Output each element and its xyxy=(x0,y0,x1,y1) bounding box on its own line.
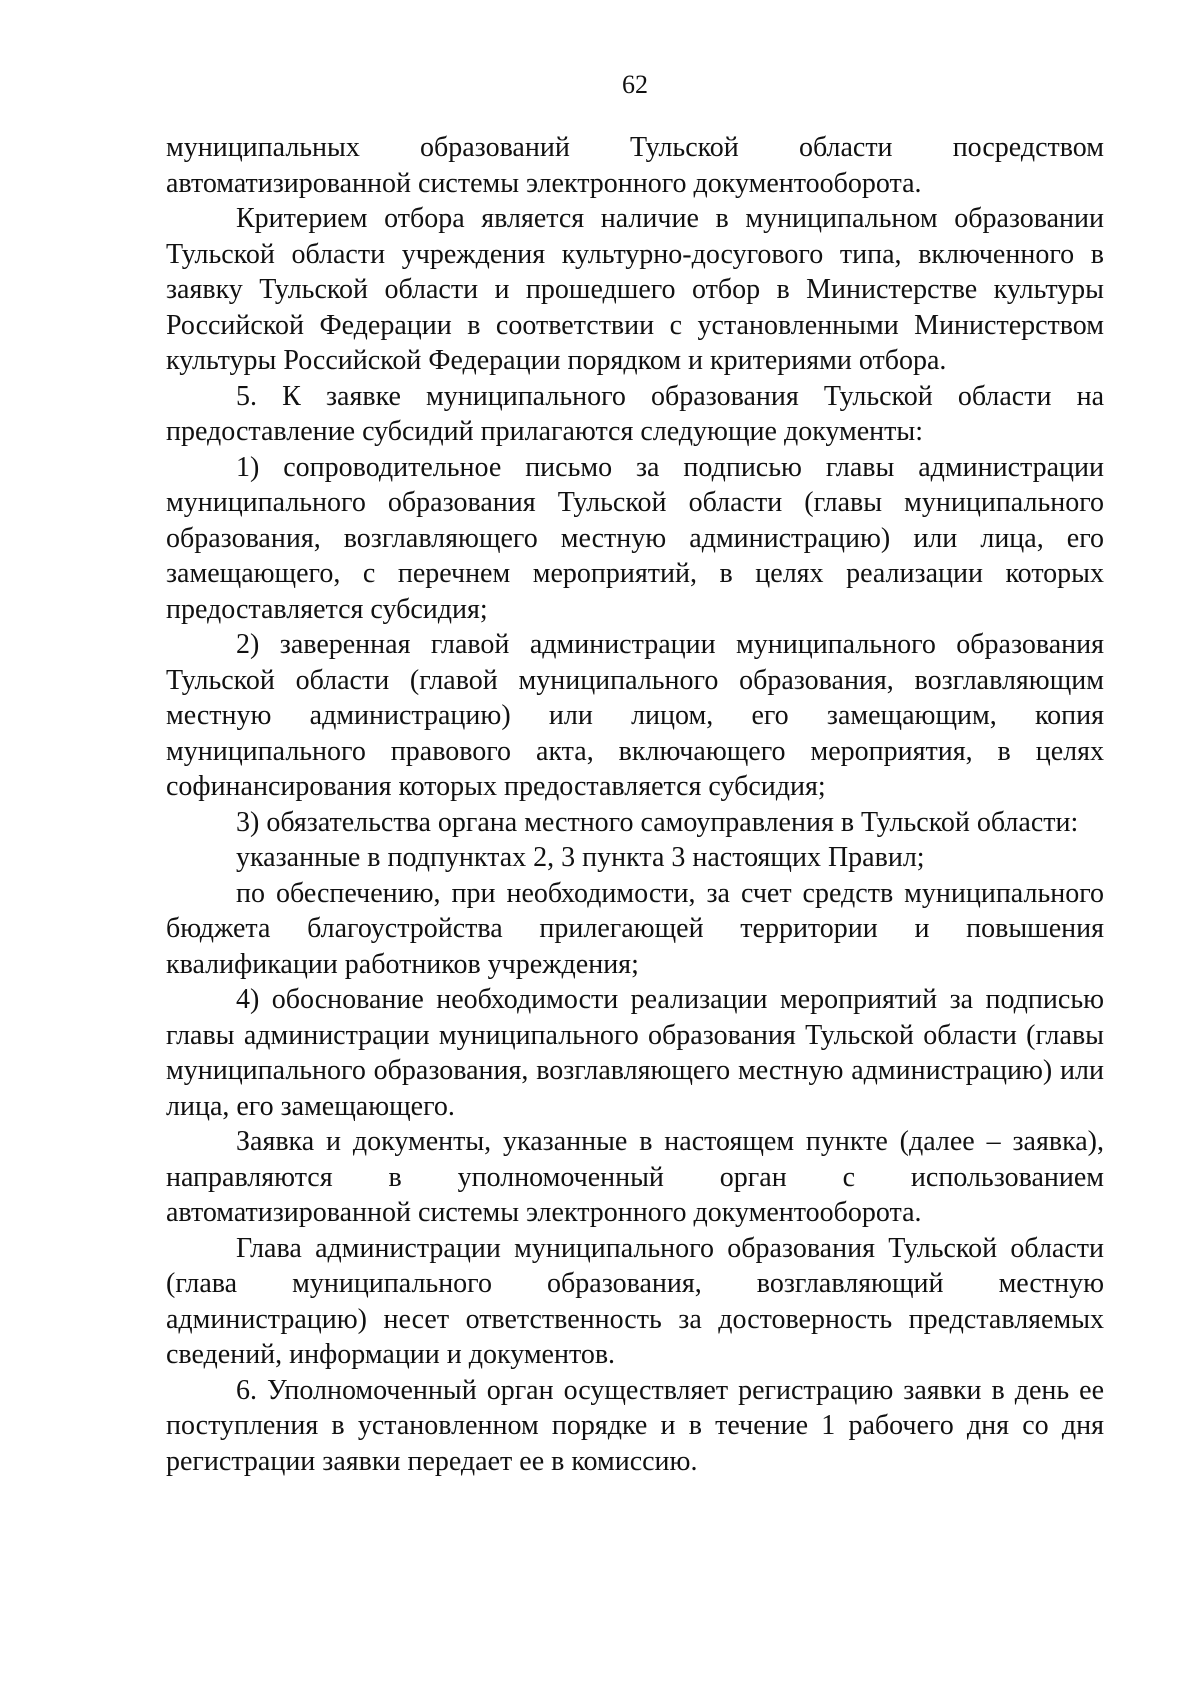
paragraph-continuation: муниципальных образований Тульской области посредством автоматизированной системы электронного документооборота. xyxy=(166,132,1104,199)
paragraph-subitem-3: 3) обязательства органа местного самоуправления в Тульской области: xyxy=(236,806,1079,838)
page-number: 62 xyxy=(622,70,648,99)
paragraph-subitem-4: 4) обоснование необходимости реализации мероприятий за подписью главы администрации муниципального образования Тульской области (главы муниципального образования, возглавляющего местную администрацию) или лица, его замещающего. xyxy=(166,984,1104,1122)
paragraph-item-5: 5. К заявке муниципального образования Тульской области на предоставление субсидий прилагаются следующие документы: xyxy=(166,380,1104,447)
document-body xyxy=(166,130,1104,1479)
paragraph-subitem-3-a: указанные в подпунктах 2, 3 пункта 3 настоящих Правил; xyxy=(236,842,925,873)
paragraph-selection-criterion: Критерием отбора является наличие в муниципальном образовании Тульской области учреждения культурно-досугового типа, включенного в заявку Тульской области и прошедшего отбор в Министерстве культуры Российской Федерации в соответствии с установленными Министерством культуры Российской Федерации порядком и критериями отбора. xyxy=(166,203,1104,376)
paragraph-item-6: 6. Уполномоченный орган осуществляет регистрацию заявки в день ее поступления в установленном порядке и в течение 1 рабочего дня со дня регистрации заявки передает ее в комиссию. xyxy=(166,1374,1104,1477)
paragraph-application-submission: Заявка и документы, указанные в настоящем пункте (далее – заявка), направляются в уполномоченный орган с использованием автоматизированной системы электронного документооборота. xyxy=(166,1126,1104,1228)
paragraph-subitem-2: 2) заверенная главой администрации муниципального образования Тульской области (главой муниципального образования, возглавляющим местную администрацию) или лицом, его замещающим, копия муниципального правового акта, включающего мероприятия, в целях софинансирования которых предоставляется субсидия; xyxy=(166,629,1104,802)
paragraph-subitem-1: 1) сопроводительное письмо за подписью главы администрации муниципального образования Тульской области (главы муниципального образования, возглавляющего местную администрацию) или лица, его замещающего, с перечнем мероприятий, в целях реализации которых предоставляется субсидия; xyxy=(166,451,1104,625)
paragraph-responsibility: Глава администрации муниципального образования Тульской области (глава муниципального образования, возглавляющий местную администрацию) несет ответственность за достоверность представляемых сведений, информации и документов. xyxy=(166,1232,1104,1370)
paragraph-subitem-3-b: по обеспечению, при необходимости, за счет средств муниципального бюджета благоустройства прилегающей территории и повышения квалификации работников учреждения; xyxy=(166,877,1104,980)
